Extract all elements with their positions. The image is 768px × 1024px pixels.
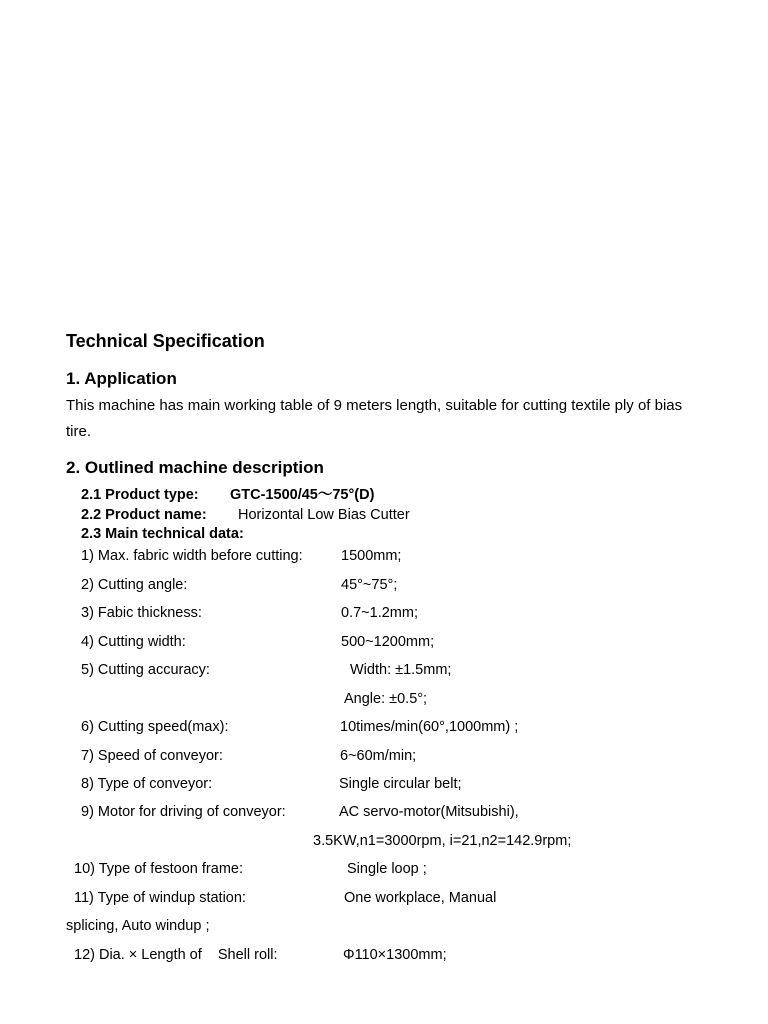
- spec-item-value: 10times/min(60°,1000mm) ;: [340, 719, 519, 735]
- spec-item-value: One workplace, Manual: [344, 890, 497, 906]
- spec-item-label: 3) Fabic thickness:: [81, 605, 202, 621]
- spec-item-label: 2) Cutting angle:: [81, 577, 188, 593]
- spec-item-value: 45°~75°;: [341, 577, 398, 593]
- spec-item-label: 9) Motor for driving of conveyor:: [81, 804, 286, 820]
- spec-item-value: 0.7~1.2mm;: [341, 605, 418, 621]
- spec-item-value: Width: ±1.5mm;: [350, 662, 452, 678]
- spec-item-value: Single loop ;: [347, 861, 427, 877]
- technical-data-label: 2.3 Main technical data:: [81, 526, 244, 542]
- section-heading-application: 1. Application: [66, 369, 177, 388]
- spec-item-label: 11) Type of windup station:: [74, 890, 246, 906]
- spec-item-label: 10) Type of festoon frame:: [74, 861, 243, 877]
- spec-item-label: 1) Max. fabric width before cutting:: [81, 548, 303, 564]
- product-type-value: GTC-1500/45～75°(D): [230, 487, 375, 503]
- spec-item-value: Φ110×1300mm;: [343, 947, 447, 963]
- spec-item-label: 6) Cutting speed(max):: [81, 719, 229, 735]
- application-text-line-2: tire.: [66, 423, 92, 440]
- product-type-label: 2.1 Product type:: [81, 487, 199, 503]
- spec-item-value: AC servo-motor(Mitsubishi),: [339, 804, 519, 820]
- product-name-label: 2.2 Product name:: [81, 507, 207, 523]
- spec-item-value-continued: splicing, Auto windup ;: [66, 918, 210, 934]
- spec-item-value: Single circular belt;: [339, 776, 462, 792]
- section-heading-machine-description: 2. Outlined machine description: [66, 458, 324, 477]
- spec-item-label: 5) Cutting accuracy:: [81, 662, 210, 678]
- spec-item-value: 500~1200mm;: [341, 634, 435, 650]
- product-name-value: Horizontal Low Bias Cutter: [238, 507, 410, 523]
- spec-item-label: 7) Speed of conveyor:: [81, 748, 223, 764]
- spec-item-value-continued: 3.5KW,n1=3000rpm, i=21,n2=142.9rpm;: [313, 833, 572, 849]
- spec-item-value-continued: Angle: ±0.5°;: [344, 691, 428, 707]
- spec-item-label: 4) Cutting width:: [81, 634, 186, 650]
- application-text-line-1: This machine has main working table of 9 meters length, suitable for cutting textile ply of bias: [66, 397, 683, 414]
- spec-item-label: 12) Dia. × Length of Shell roll:: [74, 947, 278, 963]
- spec-item-label: 8) Type of conveyor:: [81, 776, 213, 792]
- spec-item-value: 1500mm;: [341, 548, 402, 564]
- document-title: Technical Specification: [66, 331, 265, 351]
- spec-item-value: 6~60m/min;: [340, 748, 417, 764]
